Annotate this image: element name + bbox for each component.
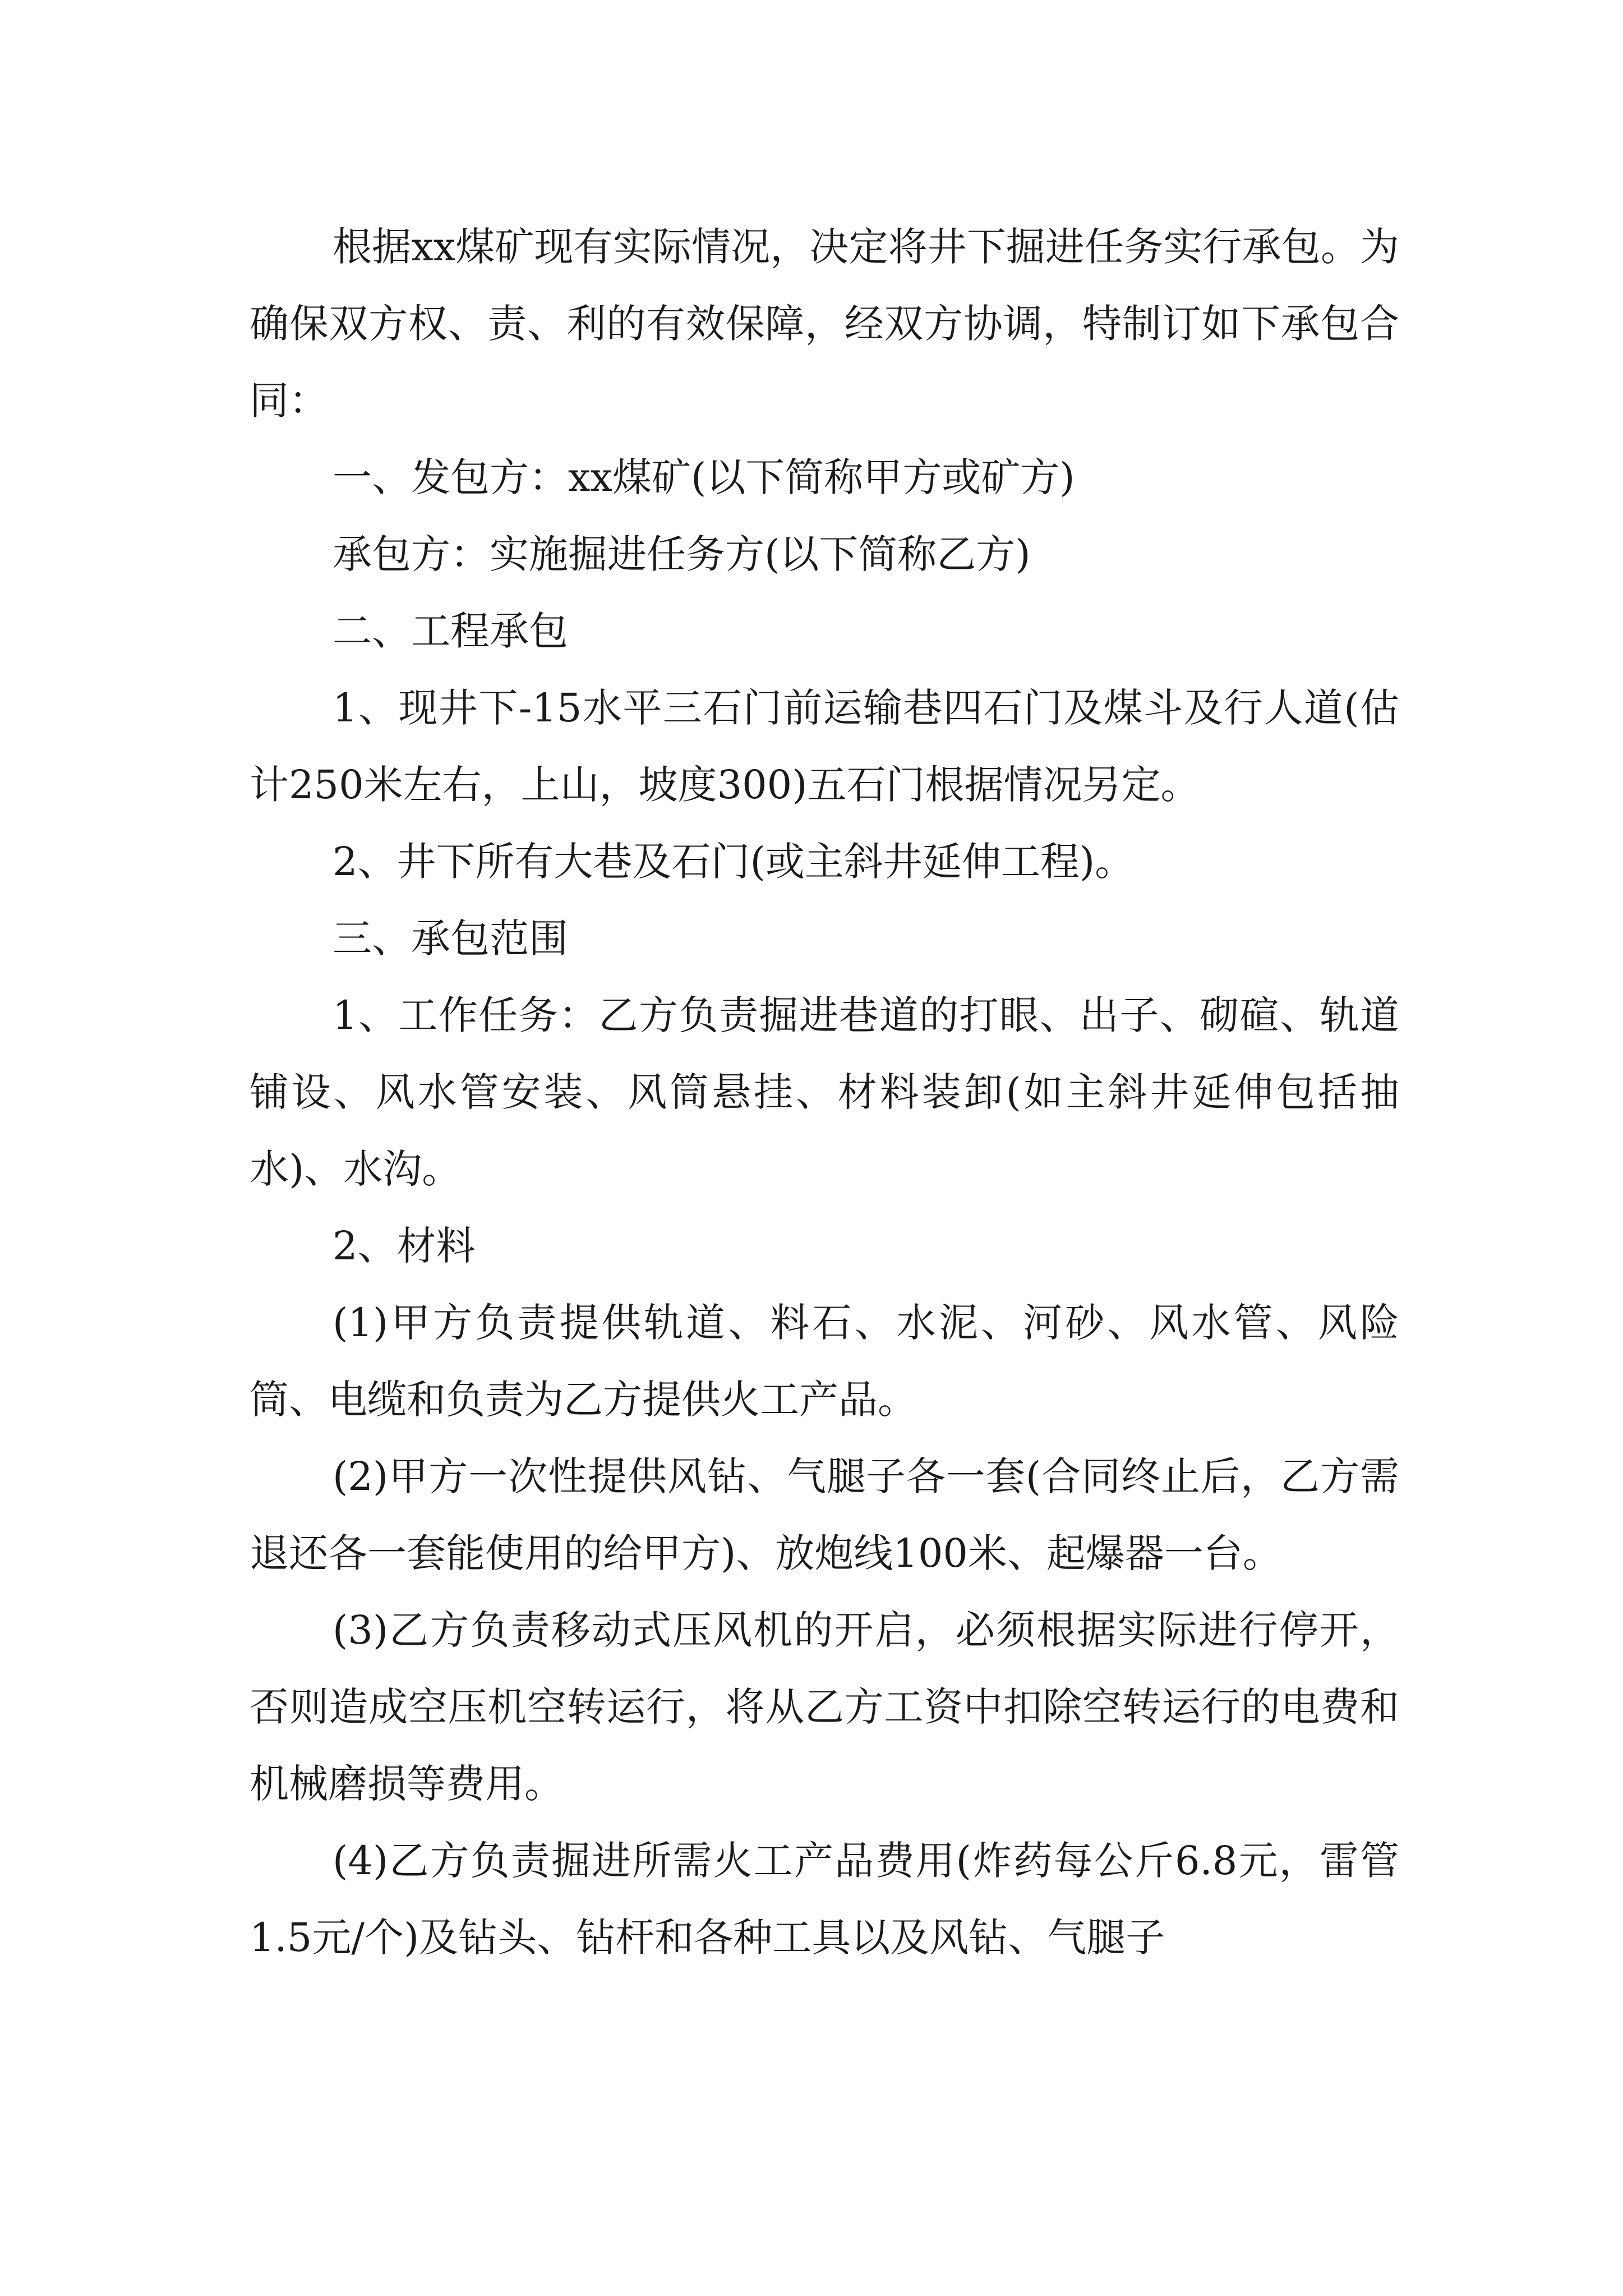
- paragraph-materials-item-3: (3)乙方负责移动式压风机的开启，必须根据实际进行停开，否则造成空压机空转运行，将从乙方工资中扣除空转运行的电费和机械磨损等费用。: [250, 1607, 1399, 1807]
- section-heading-scope: 三、承包范围: [333, 915, 568, 961]
- paragraph-preamble: 根据xx煤矿现有实际情况，决定将井下掘进任务实行承包。为确保双方权、责、利的有效保障，经双方协调，特制订如下承包合同：: [250, 224, 1399, 424]
- paragraph-materials-item-2: (2)甲方一次性提供风钻、气腿子各一套(合同终止后，乙方需退还各一套能使用的给甲方)、放炮线100米、起爆器一台。: [250, 1453, 1399, 1576]
- paragraph-scope-materials: 2、材料: [333, 1223, 476, 1269]
- paragraph-contractee: 承包方：实施掘进任务方(以下简称乙方): [333, 531, 1031, 577]
- paragraph-project-item-1: 1、现井下-15水平三石门前运输巷四石门及煤斗及行人道(估计250米左右，上山，坡度300)五石门根据情况另定。: [250, 685, 1399, 808]
- paragraph-scope-tasks: 1、工作任务：乙方负责掘进巷道的打眼、出子、砌碹、轨道铺设、风水管安装、风筒悬挂、材料装卸(如主斜井延伸包括抽水)、水沟。: [250, 992, 1399, 1192]
- section-heading-project: 二、工程承包: [333, 608, 568, 654]
- paragraph-materials-item-4: (4)乙方负责掘进所需火工产品费用(炸药每公斤6.8元，雷管1.5元/个)及钻头、钻杆和各种工具以及风钻、气腿子: [250, 1838, 1399, 1961]
- paragraph-materials-item-1: (1)甲方负责提供轨道、料石、水泥、河砂、风水管、风险筒、电缆和负责为乙方提供火工产品。: [250, 1300, 1399, 1423]
- paragraph-project-item-2: 2、井下所有大巷及石门(或主斜井延伸工程)。: [333, 839, 1135, 885]
- paragraph-contractor: 一、发包方：xx煤矿(以下简称甲方或矿方): [333, 454, 1075, 500]
- document-body: [250, 209, 1399, 1976]
